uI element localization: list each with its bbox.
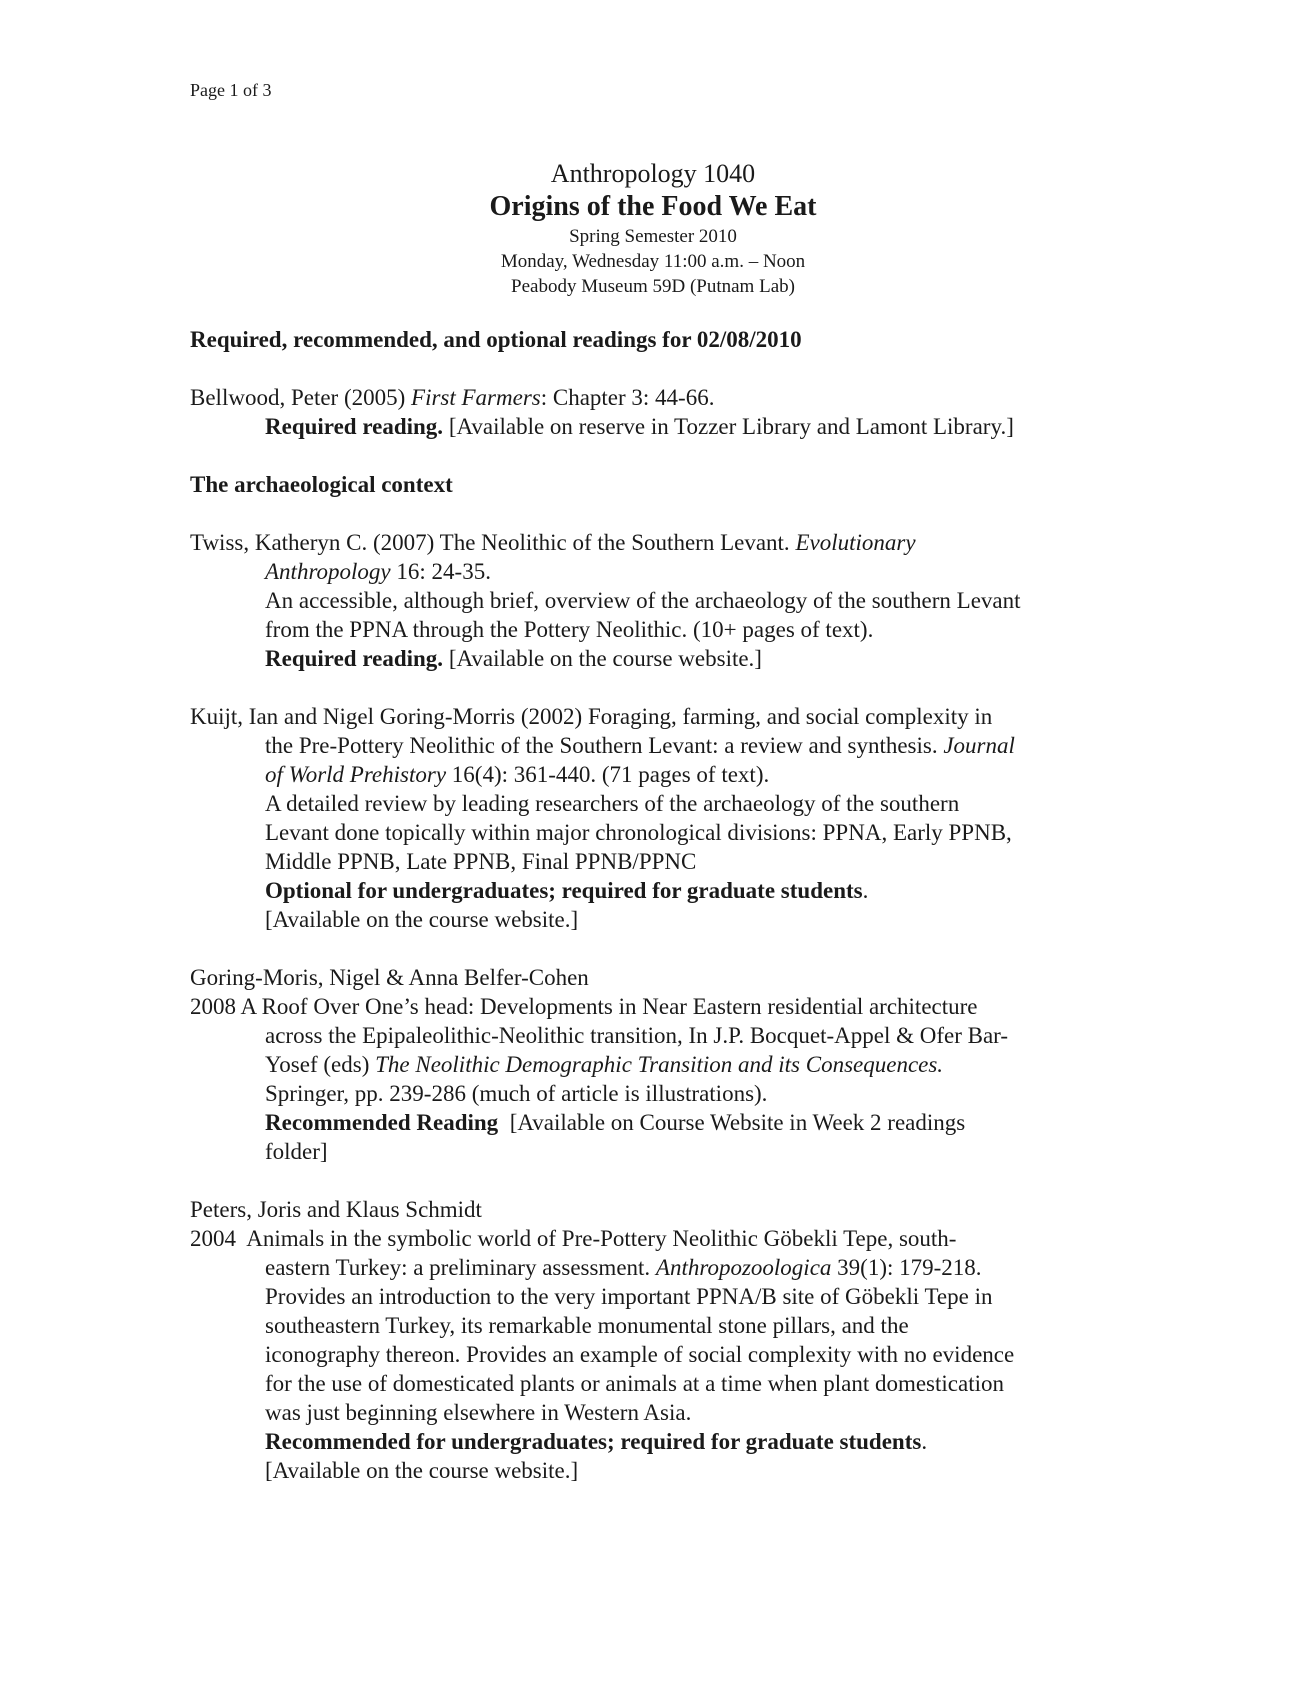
readings-body [190,325,1130,1485]
citation-text: the Pre-Pottery Neolithic of the Southern Levant: a review and synthesis. [265,733,944,758]
citation-pages: : Chapter 3: 44-66. [540,385,715,410]
citation-text: Twiss, Katheryn C. (2007) The Neolithic of the Southern Levant. [190,530,796,555]
description-line: was just beginning elsewhere in Western Asia. [265,1400,692,1425]
reading-entry-twiss [190,528,1130,673]
citation-line [190,383,1130,412]
schedule: Monday, Wednesday 11:00 a.m. – Noon [500,251,806,272]
reading-status: Required reading. [265,646,444,671]
page-number: Page 1 of 3 [190,80,272,100]
description-line: Levant done topically within major chronological divisions: PPNA, Early PPNB, [265,820,1012,845]
reading-entry-bellwood [190,383,1130,441]
availability-note: [Available on the course website.] [265,1458,579,1483]
journal-title: of World Prehistory [265,762,447,787]
citation-title: First Farmers [411,385,541,410]
description-line: from the PPNA through the Pottery Neolithic. (10+ pages of text). [265,617,874,642]
book-title: The Neolithic Demographic Transition and its Consequences. [375,1052,944,1077]
section-heading-archaeological-context: The archaeological context [190,472,453,497]
citation-author: Bellwood, Peter (2005) [190,385,412,410]
status-period: . [862,878,869,903]
citation-authors: Goring-Moris, Nigel & Anna Belfer-Cohen [190,965,589,990]
location: Peabody Museum 59D (Putnam Lab) [511,276,795,297]
journal-title: Anthropozoologica [655,1255,832,1280]
citation-line: Kuijt, Ian and Nigel Goring-Morris (2002) Foraging, farming, and social complexity in [190,704,993,729]
description-line: Middle PPNB, Late PPNB, Final PPNB/PPNC [265,849,697,874]
availability-note: folder] [265,1139,328,1164]
citation-line [190,1253,1130,1282]
description-line: iconography thereon. Provides an example of social complexity with no evidence [265,1342,1015,1367]
citation-line [190,731,1130,760]
reading-status: Required reading. [265,414,444,439]
reading-entry-kuijt [190,702,1130,934]
journal-title: Anthropology [265,559,391,584]
description-line: southeastern Turkey, its remarkable monumental stone pillars, and the [265,1313,909,1338]
description-line: An accessible, although brief, overview of the archaeology of the southern Levant [265,588,1021,613]
reading-entry-goring-moris [190,963,1130,1166]
reading-status: Optional for undergraduates; required for graduate students [265,878,863,903]
course-number: Anthropology 1040 [550,159,756,188]
citation-line [190,528,1130,557]
journal-title: Journal [943,733,1015,758]
citation-line: Springer, pp. 239-286 (much of article is illustrations). [265,1081,768,1106]
citation-line [190,557,1130,586]
description-line: for the use of domesticated plants or animals at a time when plant domestication [265,1371,1004,1396]
status-line [190,876,1130,905]
citation-line [190,1050,1130,1079]
availability-note: [Available on Course Website in Week 2 readings [498,1110,966,1135]
status-line [190,644,1130,673]
citation-line: across the Epipaleolithic-Neolithic transition, In J.P. Bocquet-Appel & Ofer Bar- [265,1023,1009,1048]
citation-text: 16(4): 361-440. (71 pages of text). [446,762,770,787]
reading-status: Recommended Reading [265,1110,499,1135]
citation-text: Yosef (eds) [265,1052,376,1077]
semester: Spring Semester 2010 [569,226,737,247]
availability-note: [Available on reserve in Tozzer Library and Lamont Library.] [443,414,1014,439]
status-line [190,1427,1130,1456]
description-line: A detailed review by leading researchers of the archaeology of the southern [265,791,960,816]
citation-line [190,760,1130,789]
citation-text: 39(1): 179-218. [831,1255,982,1280]
citation-authors: Peters, Joris and Klaus Schmidt [190,1197,482,1222]
description-line: Provides an introduction to the very important PPNA/B site of Göbekli Tepe in [265,1284,993,1309]
section-heading-readings: Required, recommended, and optional readings for 02/08/2010 [190,327,802,352]
status-line [190,412,1130,441]
status-period: . [921,1429,928,1454]
citation-line: 2008 A Roof Over One’s head: Developments in Near Eastern residential architecture [190,994,978,1019]
journal-title: Evolutionary [795,530,916,555]
reading-entry-peters [190,1195,1130,1485]
course-header [0,158,1306,299]
availability-note: [Available on the course website.] [265,907,579,932]
availability-note: [Available on the course website.] [443,646,762,671]
reading-status: Recommended for undergraduates; required for graduate students [265,1429,922,1454]
citation-text: 16: 24-35. [390,559,491,584]
course-title: Origins of the Food We Eat [489,191,817,222]
status-line [190,1108,1130,1137]
citation-text: eastern Turkey: a preliminary assessment. [265,1255,656,1280]
citation-line: 2004 Animals in the symbolic world of Pre-Pottery Neolithic Göbekli Tepe, south- [190,1226,957,1251]
